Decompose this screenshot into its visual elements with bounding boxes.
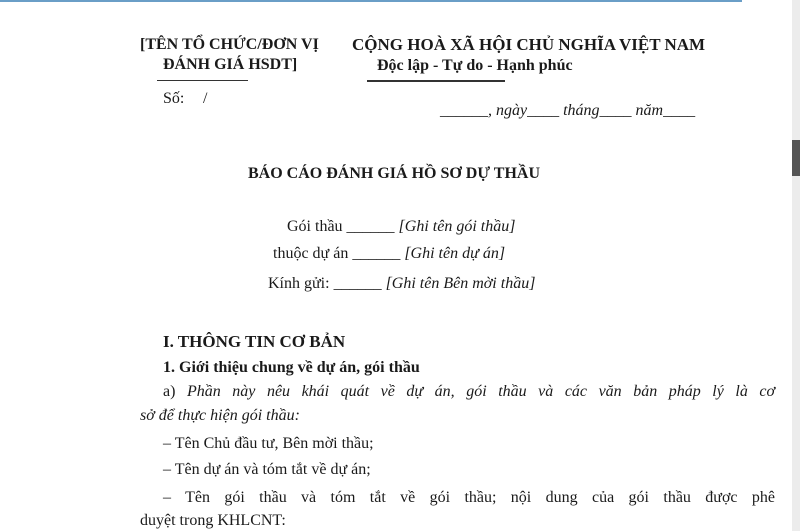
list-item: – Tên dự án và tóm tắt về dự án; xyxy=(163,461,371,478)
recipient-line xyxy=(268,275,535,293)
list-item-continuation: duyệt trong KHLCNT: xyxy=(140,512,286,529)
section-title: I. THÔNG TIN CƠ BẢN xyxy=(163,332,346,351)
paragraph-a-line1 xyxy=(163,383,775,401)
subsection-title: 1. Giới thiệu chung về dự án, gói thầu xyxy=(163,359,420,376)
project-line xyxy=(273,245,505,263)
scrollbar-thumb[interactable] xyxy=(792,140,800,176)
date-line: ______, ngày____ tháng____ năm____ xyxy=(440,102,696,119)
recipient-label: Kính gửi: ______ xyxy=(268,275,382,292)
paragraph-a-line2: sở để thực hiện gói thầu: xyxy=(140,407,300,424)
motto: Độc lập - Tự do - Hạnh phúc xyxy=(377,57,573,74)
paragraph-a-text: Phần này nêu khái quát về dự án, gói thầu và các văn bản pháp lý là cơ xyxy=(186,383,776,400)
project-label: thuộc dự án ______ xyxy=(273,245,401,262)
org-name-line2: ĐÁNH GIÁ HSDT] xyxy=(163,56,298,73)
package-label: Gói thầu ______ xyxy=(287,218,395,235)
package-value: [Ghi tên gói thầu] xyxy=(398,218,516,235)
org-underline xyxy=(157,80,248,81)
project-value: [Ghi tên dự án] xyxy=(404,245,506,262)
nation-name: CỘNG HOÀ XÃ HỘI CHỦ NGHĨA VIỆT NAM xyxy=(352,35,706,54)
vertical-scrollbar[interactable] xyxy=(792,0,800,531)
list-item: – Tên gói thầu và tóm tắt về gói thầu; nội dung của gói thầu được phê xyxy=(163,489,775,506)
list-item: – Tên Chủ đầu tư, Bên mời thầu; xyxy=(163,435,374,452)
package-line xyxy=(287,218,515,236)
number-label: Số: xyxy=(163,90,185,107)
window-top-border xyxy=(0,0,742,2)
motto-underline xyxy=(367,80,505,82)
number-separator: / xyxy=(203,90,208,107)
document-title: BÁO CÁO ĐÁNH GIÁ HỒ SƠ DỰ THẦU xyxy=(248,165,541,182)
org-name-line1: [TÊN TỔ CHỨC/ĐƠN VỊ xyxy=(140,36,319,53)
recipient-value: [Ghi tên Bên mời thầu] xyxy=(385,275,536,292)
paragraph-a-prefix: a) xyxy=(163,383,176,400)
